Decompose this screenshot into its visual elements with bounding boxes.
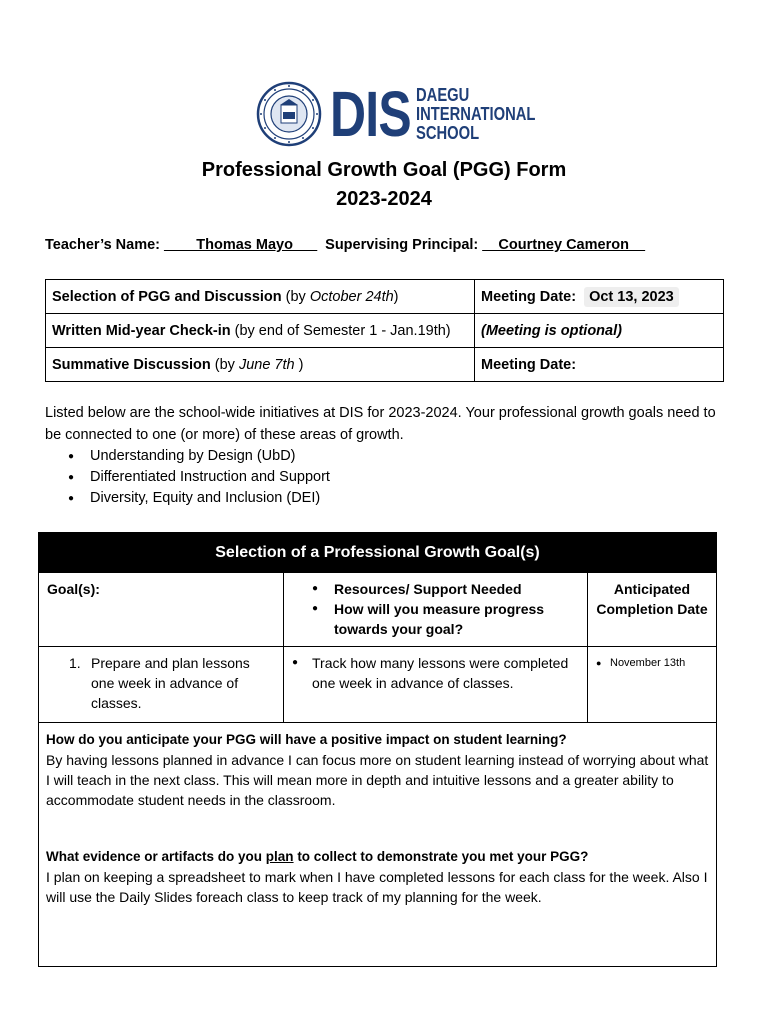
meeting-step-cell: Written Mid-year Check-in (by end of Semester 1 - Jan.19th) — [46, 314, 475, 348]
table-row — [46, 314, 724, 348]
form-year: 2023-2024 — [336, 188, 432, 210]
meeting-schedule-table — [45, 279, 724, 382]
principal-name: __Courtney Cameron__ — [482, 237, 646, 253]
table-row — [46, 280, 724, 314]
goal-cell — [39, 647, 284, 722]
school-logo — [256, 80, 562, 148]
logo-abbreviation: DIS — [330, 78, 411, 150]
completion-date-column-header: Anticipated Completion Date — [596, 581, 708, 617]
meeting-date-chip[interactable]: Oct 13, 2023 — [584, 287, 679, 307]
logo-school-name — [416, 86, 535, 143]
form-title: Professional Growth Goal (PGG) Form — [201, 159, 567, 181]
date-cell — [588, 647, 716, 722]
meeting-date-cell: Meeting Date: Oct 13, 2023 — [475, 280, 724, 314]
list-item: ● November 13th — [596, 653, 708, 673]
meeting-date-cell: Meeting Date: — [475, 348, 724, 382]
school-seal-icon — [256, 81, 322, 147]
teacher-label: Teacher’s Name: — [45, 237, 165, 253]
list-item: ● Resources/ Support Needed — [292, 579, 579, 599]
meeting-date-cell: (Meeting is optional) — [475, 314, 724, 348]
table-row — [46, 348, 724, 382]
principal-label: Supervising Principal: — [325, 237, 483, 253]
list-item: 1. Prepare and plan lessons one week in advance of classes. — [47, 653, 275, 713]
meeting-step-cell: Selection of PGG and Discussion (by October 24th) — [46, 280, 475, 314]
evidence-question: What evidence or artifacts do you plan to collect to demonstrate you met your PGG? — [46, 849, 589, 864]
list-item: ● Understanding by Design (UbD) — [45, 446, 725, 467]
list-item: ● Differentiated Instruction and Support — [45, 467, 725, 488]
initiatives-intro — [45, 402, 725, 509]
evidence-answer: I plan on keeping a spreadsheet to mark when I have completed lessons for each class for the week. Also I will use the Daily Slides foreach class to keep track of my planning for the week. — [46, 869, 708, 905]
teacher-name: ____Thomas Mayo___ — [164, 237, 318, 253]
names-line — [45, 237, 645, 253]
logo-line-3: SCHOOL — [416, 122, 480, 143]
logo-line-2: INTERNATIONAL — [416, 103, 536, 124]
measure-cell — [284, 647, 588, 722]
list-item: ● How will you measure progress towards your goal? — [292, 599, 579, 639]
impact-question: How do you anticipate your PGG will have a positive impact on student learning? — [46, 732, 567, 747]
goal-table-header: Selection of a Professional Growth Goal(s) — [39, 533, 716, 572]
list-item: ● Diversity, Equity and Inclusion (DEI) — [45, 488, 725, 509]
list-item: ● Track how many lessons were completed one week in advance of classes. — [292, 653, 579, 693]
goal-column-header: Goal(s): — [39, 573, 284, 646]
goal-column-headers — [39, 572, 716, 646]
initiatives-list — [45, 446, 725, 509]
intro-text: Listed below are the school-wide initiatives at DIS for 2023-2024. Your professional growth goals need to be connected to one (or more) of these areas of growth. — [45, 405, 716, 443]
meeting-step-cell: Summative Discussion (by June 7th ) — [46, 348, 475, 382]
goal-table — [38, 532, 717, 967]
table-row — [39, 646, 716, 722]
impact-section — [39, 722, 716, 914]
resources-column-header — [284, 573, 588, 646]
logo-line-1: DAEGU — [416, 84, 470, 105]
impact-answer: By having lessons planned in advance I can focus more on student learning instead of worrying about what I will teach in the next class. This will mean more in depth and intuitive lessons and a greater ability to accommodate student needs in the classroom. — [46, 752, 709, 808]
